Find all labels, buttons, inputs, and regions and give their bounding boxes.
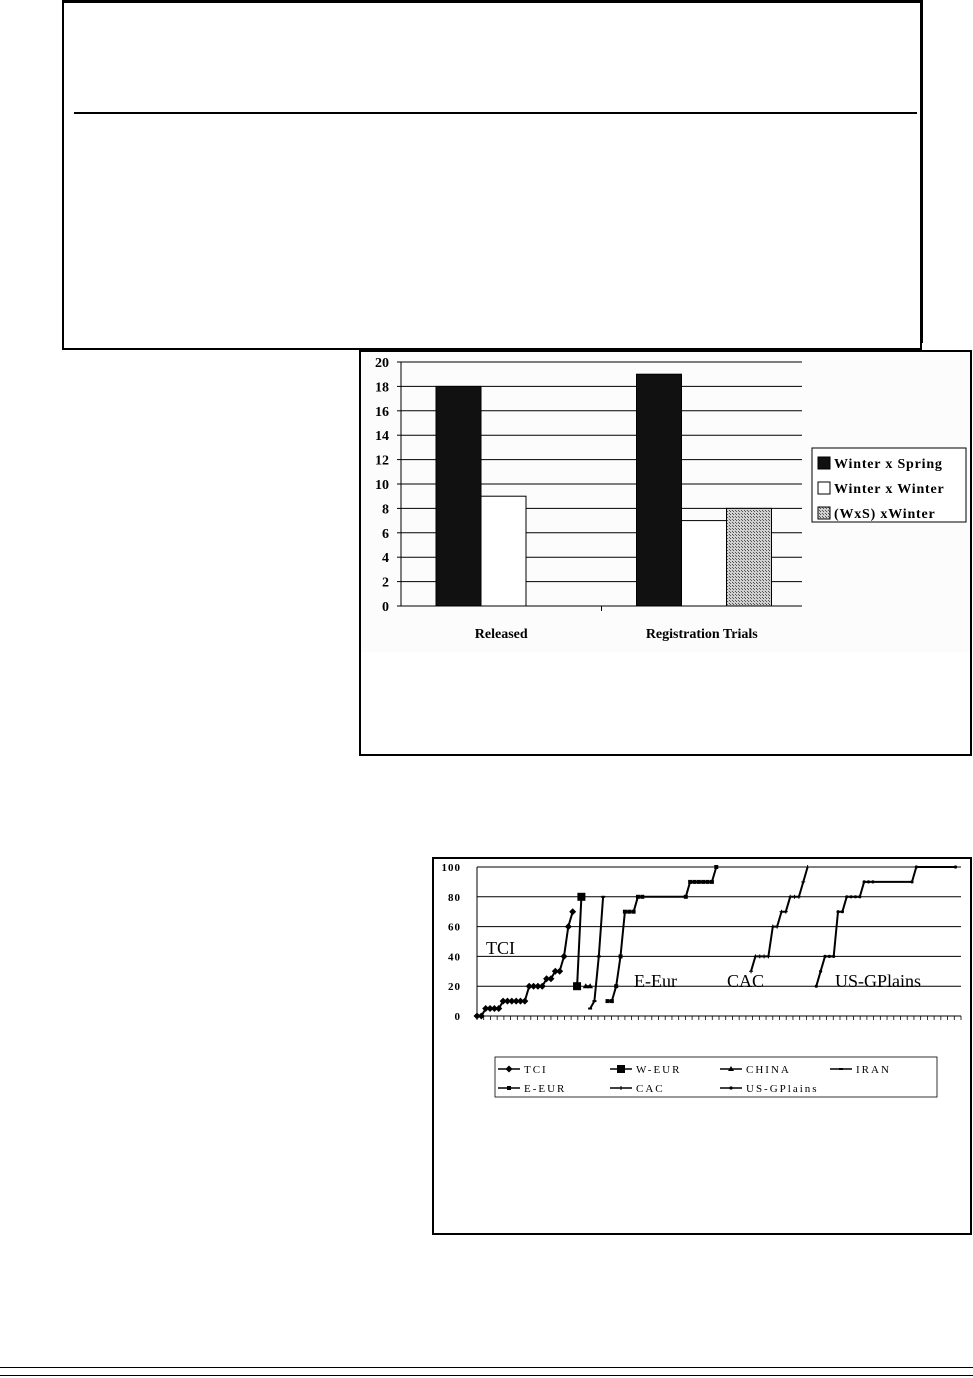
point bbox=[871, 880, 874, 883]
point bbox=[954, 865, 957, 868]
line-chart bbox=[434, 859, 970, 1233]
point bbox=[836, 910, 839, 913]
point bbox=[617, 1065, 625, 1073]
point bbox=[693, 880, 697, 884]
footer-rule bbox=[0, 1367, 973, 1368]
point bbox=[573, 982, 581, 990]
point bbox=[627, 910, 631, 914]
point bbox=[828, 955, 831, 958]
series-cac bbox=[749, 865, 810, 973]
point bbox=[910, 880, 913, 883]
point bbox=[556, 968, 563, 975]
point bbox=[632, 910, 636, 914]
y-tick-label: 100 bbox=[441, 862, 461, 874]
x-tick-label: Released bbox=[474, 627, 528, 642]
point bbox=[819, 970, 822, 973]
point bbox=[701, 880, 705, 884]
legend-label: E-EUR bbox=[524, 1083, 567, 1095]
legend-swatch bbox=[818, 482, 830, 494]
y-tick-label: 12 bbox=[375, 453, 389, 469]
y-tick-label: 4 bbox=[382, 551, 389, 567]
point bbox=[850, 895, 853, 898]
point bbox=[915, 865, 918, 868]
y-tick-label: 2 bbox=[382, 575, 389, 591]
legend-label: (WxS) xWinter bbox=[834, 507, 936, 522]
legend-label: CHINA bbox=[746, 1064, 791, 1076]
point bbox=[854, 895, 857, 898]
point bbox=[569, 908, 576, 915]
y-tick-label: 6 bbox=[382, 526, 389, 542]
bar bbox=[436, 386, 481, 606]
y-tick-label: 0 bbox=[454, 1011, 461, 1023]
legend-label: US-GPlains bbox=[746, 1083, 819, 1095]
series-iran bbox=[588, 897, 605, 1009]
legend-label: IRAN bbox=[856, 1064, 891, 1076]
y-tick-label: 0 bbox=[382, 600, 389, 615]
series-tci bbox=[474, 908, 577, 1019]
legend-label: Winter x Winter bbox=[834, 482, 945, 497]
legend-label: TCI bbox=[524, 1064, 548, 1076]
point bbox=[606, 999, 610, 1003]
bar bbox=[481, 496, 526, 606]
legend-label: CAC bbox=[636, 1083, 665, 1095]
bar-chart-frame bbox=[359, 350, 972, 756]
point bbox=[710, 880, 714, 884]
line-chart-frame bbox=[432, 857, 972, 1235]
point bbox=[565, 923, 572, 930]
series-w-eur bbox=[573, 893, 585, 990]
point bbox=[863, 880, 866, 883]
legend-label: Winter x Spring bbox=[834, 457, 943, 472]
y-tick-label: 80 bbox=[448, 891, 461, 904]
bar bbox=[682, 521, 727, 606]
point bbox=[610, 999, 614, 1003]
y-tick-label: 18 bbox=[375, 380, 389, 396]
point bbox=[507, 1086, 511, 1090]
legend bbox=[812, 448, 966, 522]
point bbox=[640, 895, 644, 899]
text-box-rule bbox=[74, 112, 917, 114]
x-tick-label: Registration Trials bbox=[645, 627, 758, 642]
annotation: CAC bbox=[727, 971, 765, 991]
bar bbox=[637, 374, 682, 606]
y-tick-label: 8 bbox=[382, 502, 389, 518]
bar-chart bbox=[361, 352, 970, 754]
y-tick-label: 14 bbox=[375, 429, 389, 445]
point bbox=[577, 893, 585, 901]
point bbox=[823, 955, 826, 958]
text-box-frame bbox=[62, 0, 922, 350]
point bbox=[684, 895, 688, 899]
y-tick-label: 10 bbox=[375, 478, 389, 493]
point bbox=[729, 1086, 732, 1089]
point bbox=[636, 895, 640, 899]
column-rule bbox=[920, 0, 923, 343]
point bbox=[706, 880, 710, 884]
y-tick-label: 40 bbox=[448, 951, 461, 964]
annotation: TCI bbox=[486, 938, 515, 958]
point bbox=[832, 955, 835, 958]
point bbox=[845, 895, 848, 898]
y-tick-label: 16 bbox=[375, 404, 389, 420]
point bbox=[815, 985, 818, 988]
point bbox=[561, 953, 568, 960]
legend bbox=[495, 1057, 937, 1097]
point bbox=[688, 880, 692, 884]
y-tick-label: 20 bbox=[448, 981, 461, 994]
series-line bbox=[590, 897, 603, 1009]
point bbox=[619, 954, 623, 958]
point bbox=[841, 910, 844, 913]
annotation: E-Eur bbox=[634, 971, 677, 991]
point bbox=[697, 880, 701, 884]
point bbox=[867, 880, 870, 883]
legend-label: W-EUR bbox=[636, 1064, 682, 1076]
y-tick-label: 20 bbox=[375, 356, 389, 371]
bar bbox=[727, 508, 772, 606]
series-china bbox=[583, 983, 593, 988]
y-tick-label: 60 bbox=[448, 921, 461, 934]
point bbox=[623, 910, 627, 914]
point bbox=[858, 895, 861, 898]
legend-swatch bbox=[818, 507, 830, 519]
point bbox=[521, 998, 528, 1005]
annotation: US-GPlains bbox=[835, 971, 922, 991]
point bbox=[614, 984, 618, 988]
series-line bbox=[577, 897, 581, 986]
point bbox=[714, 865, 718, 869]
footer-rule bbox=[0, 1375, 973, 1376]
legend-swatch bbox=[818, 457, 830, 469]
